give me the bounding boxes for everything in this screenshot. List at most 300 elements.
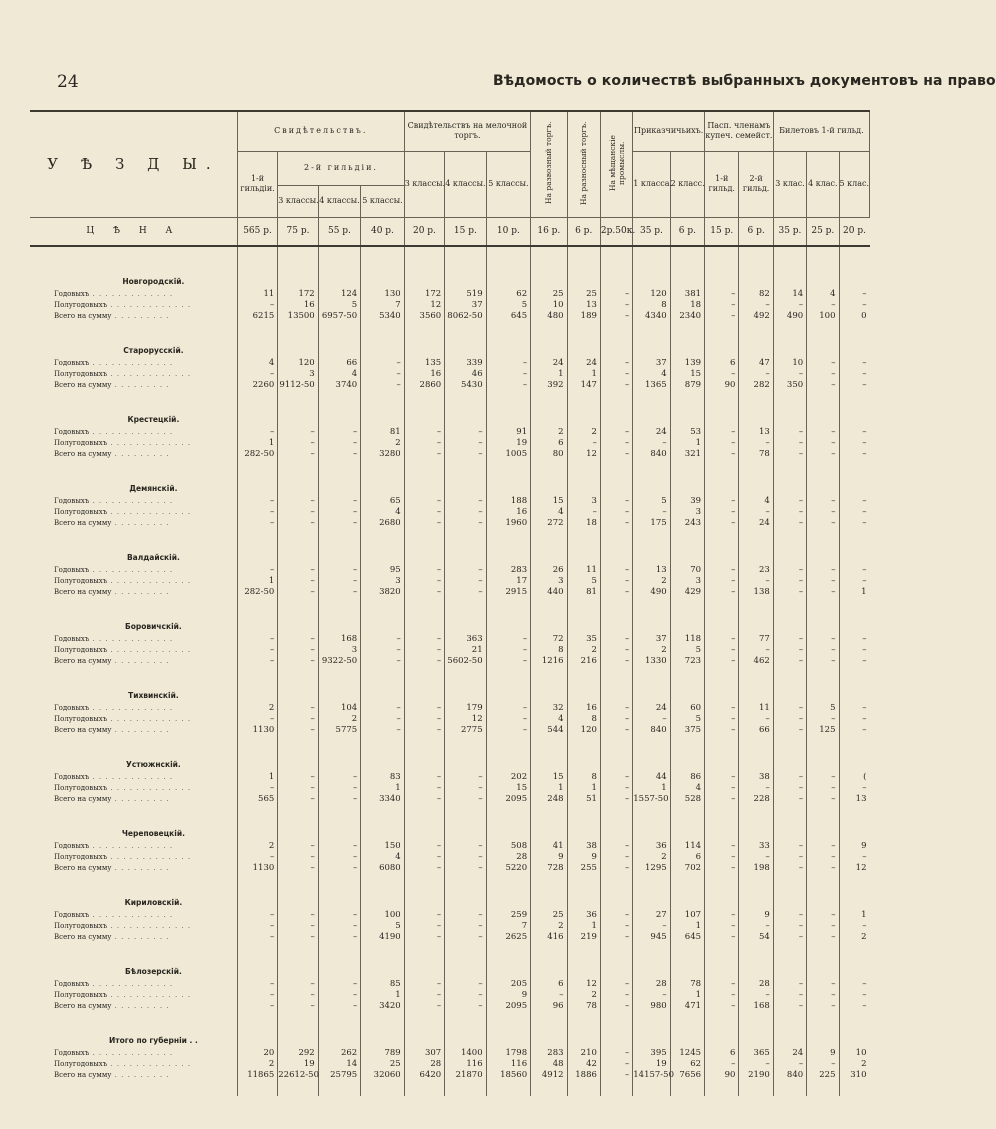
data-cell: 4 [531, 714, 567, 725]
data-cell: – [600, 358, 632, 369]
data-cell: 1 [670, 921, 704, 932]
data-cell: 205 [486, 979, 531, 990]
row-vsego [30, 932, 870, 943]
data-cell: – [839, 1001, 870, 1012]
data-cell: 3 [670, 576, 704, 587]
row-label: Полугодовыхъ . . . . . . . . . . . . . [54, 507, 192, 516]
data-cell: 4 [361, 852, 405, 863]
data-cell: – [318, 910, 360, 921]
district-header-row [30, 736, 870, 772]
data-cell: – [278, 921, 318, 932]
statistics-table [30, 110, 870, 1096]
data-cell: – [404, 910, 444, 921]
data-cell: – [237, 910, 277, 921]
data-cell: – [361, 380, 405, 391]
data-cell: – [839, 496, 870, 507]
district-name: Устюжнскій. [126, 759, 181, 769]
page-number: 24 [57, 72, 79, 92]
data-cell: – [839, 725, 870, 736]
data-cell: 363 [445, 634, 486, 645]
data-cell: 490 [633, 587, 670, 598]
data-cell: 4340 [633, 311, 670, 322]
data-cell: 6420 [404, 1070, 444, 1081]
data-cell: – [237, 496, 277, 507]
data-cell: 262 [318, 1048, 360, 1059]
data-cell: 36 [633, 841, 670, 852]
data-cell: – [404, 990, 444, 1001]
data-cell: 392 [531, 380, 567, 391]
data-cell: 365 [739, 1048, 773, 1059]
data-cell: – [600, 841, 632, 852]
data-cell: – [445, 921, 486, 932]
row-label: Полугодовыхъ . . . . . . . . . . . . . [54, 438, 192, 447]
price-cell: 565 р. [237, 217, 277, 246]
data-cell: – [278, 438, 318, 449]
data-cell: – [445, 841, 486, 852]
row-vsego [30, 1070, 870, 1081]
data-cell: 13 [567, 300, 600, 311]
data-cell: 172 [404, 289, 444, 300]
data-cell: – [278, 656, 318, 667]
data-cell: 1216 [531, 656, 567, 667]
data-cell: – [705, 311, 739, 322]
data-cell: – [318, 587, 360, 598]
data-cell: – [839, 703, 870, 714]
data-cell: 1130 [237, 725, 277, 736]
data-cell: – [807, 794, 839, 805]
price-cell: 75 р. [278, 217, 318, 246]
data-cell: – [807, 587, 839, 598]
data-cell: 3 [318, 645, 360, 656]
row-polugodovykh [30, 507, 870, 518]
district-name: Новгородскій. [122, 276, 185, 286]
data-cell: – [773, 979, 806, 990]
price-cell: 20 р. [404, 217, 444, 246]
price-cell: 6 р. [739, 217, 773, 246]
data-cell: – [445, 587, 486, 598]
data-cell: – [773, 1001, 806, 1012]
data-cell: – [531, 990, 567, 1001]
row-label: Годовыхъ . . . . . . . . . . . . . [54, 358, 174, 367]
data-cell: – [839, 369, 870, 380]
data-cell: – [705, 1001, 739, 1012]
data-cell: 3 [278, 369, 318, 380]
data-cell: – [318, 438, 360, 449]
data-cell: – [773, 772, 806, 783]
row-label: Годовыхъ . . . . . . . . . . . . . [54, 634, 174, 643]
price-cell: 55 р. [318, 217, 360, 246]
data-cell: 1 [237, 576, 277, 587]
row-label: Всего на сумму . . . . . . . . . [54, 311, 170, 320]
row-label: Полугодовыхъ . . . . . . . . . . . . . [54, 1059, 192, 1068]
data-cell: – [773, 518, 806, 529]
data-cell: 248 [531, 794, 567, 805]
data-cell: – [839, 289, 870, 300]
data-cell: 2095 [486, 794, 531, 805]
row-label: Годовыхъ . . . . . . . . . . . . . [54, 565, 174, 574]
data-cell: 14157-50 [633, 1069, 674, 1080]
data-cell: 24 [633, 427, 670, 438]
data-cell: 1 [839, 587, 870, 598]
data-cell: 26 [531, 565, 567, 576]
price-cell: 6 р. [567, 217, 600, 246]
data-cell: – [739, 438, 773, 449]
data-cell: – [404, 645, 444, 656]
data-cell: – [807, 358, 839, 369]
data-cell: – [600, 449, 632, 460]
data-cell: 3820 [361, 587, 405, 598]
data-cell: 2 [839, 932, 870, 943]
row-label: Полугодовыхъ . . . . . . . . . . . . . [54, 369, 192, 378]
data-cell: 723 [670, 656, 704, 667]
data-cell: – [807, 1059, 839, 1070]
data-cell: 14 [773, 289, 806, 300]
data-cell: 840 [633, 449, 670, 460]
price-cell: 6 р. [670, 217, 704, 246]
data-cell: 9112-50 [278, 380, 318, 391]
row-polugodovykh [30, 852, 870, 863]
data-cell: 11865 [237, 1070, 277, 1081]
data-cell: 24 [531, 358, 567, 369]
data-cell: 114 [670, 841, 704, 852]
data-cell: 5775 [318, 725, 360, 736]
data-cell: 10 [773, 358, 806, 369]
row-label: Годовыхъ . . . . . . . . . . . . . [54, 496, 174, 505]
data-cell: 12 [567, 979, 600, 990]
data-cell: 6 [670, 852, 704, 863]
data-cell: – [237, 783, 277, 794]
data-cell: 12 [839, 863, 870, 874]
data-cell: 189 [567, 311, 600, 322]
data-cell: – [839, 783, 870, 794]
data-cell: 395 [633, 1048, 670, 1059]
data-cell: – [807, 852, 839, 863]
data-cell: – [600, 979, 632, 990]
data-cell: 1 [670, 990, 704, 1001]
data-cell: 70 [670, 565, 704, 576]
data-cell: 81 [361, 427, 405, 438]
data-cell: – [705, 289, 739, 300]
price-cell: 15 р. [445, 217, 486, 246]
col-meshch-header: На мѣщанскіе промыслы. [600, 111, 632, 217]
district-header-row [30, 460, 870, 496]
data-cell: – [773, 496, 806, 507]
data-cell: – [705, 921, 739, 932]
data-cell: 1 [531, 369, 567, 380]
data-cell: – [705, 725, 739, 736]
data-cell: – [600, 783, 632, 794]
row-godovykh [30, 565, 870, 576]
data-cell: – [705, 910, 739, 921]
data-cell: – [600, 714, 632, 725]
data-cell: 38 [739, 772, 773, 783]
data-cell: – [445, 910, 486, 921]
data-cell: 1400 [445, 1048, 486, 1059]
data-cell: 28 [404, 1059, 444, 1070]
district-header-row [30, 667, 870, 703]
row-label: Всего на сумму . . . . . . . . . [54, 863, 170, 872]
data-cell: 980 [633, 1001, 670, 1012]
data-cell: – [773, 438, 806, 449]
data-cell: 4 [531, 507, 567, 518]
data-cell: 19 [486, 438, 531, 449]
data-cell: 11 [237, 289, 277, 300]
data-cell: 15 [531, 772, 567, 783]
data-cell: 48 [531, 1059, 567, 1070]
row-vsego [30, 380, 870, 391]
data-cell: – [600, 863, 632, 874]
data-cell: – [839, 634, 870, 645]
data-cell: – [404, 438, 444, 449]
uezdy-header: У Ѣ З Д Ы. [30, 111, 237, 217]
data-cell: 25795 [318, 1070, 360, 1081]
data-cell: – [404, 852, 444, 863]
data-cell: 44 [633, 772, 670, 783]
data-cell: – [705, 300, 739, 311]
data-cell: 6 [705, 358, 739, 369]
data-cell: – [705, 587, 739, 598]
data-cell: – [404, 772, 444, 783]
data-cell: – [445, 449, 486, 460]
data-cell: – [404, 496, 444, 507]
data-cell: 27 [633, 910, 670, 921]
data-cell: 39 [670, 496, 704, 507]
data-cell: – [705, 703, 739, 714]
data-cell: – [839, 645, 870, 656]
data-cell: – [567, 507, 600, 518]
data-cell: 38 [567, 841, 600, 852]
data-cell: 272 [531, 518, 567, 529]
data-cell: 78 [567, 1001, 600, 1012]
row-godovykh [30, 910, 870, 921]
row-polugodovykh [30, 921, 870, 932]
data-cell: – [773, 507, 806, 518]
row-label: Годовыхъ . . . . . . . . . . . . . [54, 427, 174, 436]
data-cell: – [600, 794, 632, 805]
data-cell: 11 [567, 565, 600, 576]
data-cell: 339 [445, 358, 486, 369]
data-cell: 789 [361, 1048, 405, 1059]
data-cell: – [404, 427, 444, 438]
data-cell: 1365 [633, 380, 670, 391]
data-cell: – [600, 576, 632, 587]
data-cell: – [807, 921, 839, 932]
data-cell: – [278, 634, 318, 645]
data-cell: 19 [278, 1059, 318, 1070]
data-cell: – [773, 990, 806, 1001]
data-cell: – [705, 863, 739, 874]
data-cell: – [445, 772, 486, 783]
data-cell: – [361, 714, 405, 725]
data-cell: – [705, 427, 739, 438]
data-cell: 645 [486, 311, 531, 322]
data-cell: – [278, 645, 318, 656]
price-cell: 16 р. [531, 217, 567, 246]
data-cell: 150 [361, 841, 405, 852]
data-cell: – [807, 427, 839, 438]
district-header-row [30, 391, 870, 427]
col-b3-header: 3 клас. [773, 151, 806, 217]
data-cell: 95 [361, 565, 405, 576]
data-cell: 9 [531, 852, 567, 863]
data-cell: – [445, 990, 486, 1001]
data-cell: – [318, 518, 360, 529]
data-cell: 8 [567, 714, 600, 725]
data-cell: 4 [633, 369, 670, 380]
row-polugodovykh [30, 576, 870, 587]
data-cell: 228 [739, 794, 773, 805]
data-cell: – [318, 576, 360, 587]
row-label: Всего на сумму . . . . . . . . . [54, 932, 170, 941]
row-label: Полугодовыхъ . . . . . . . . . . . . . [54, 300, 192, 309]
data-cell: 65 [361, 496, 405, 507]
data-cell: 1 [567, 921, 600, 932]
data-cell: – [600, 438, 632, 449]
data-cell: 492 [739, 311, 773, 322]
data-cell: – [237, 979, 277, 990]
data-cell: 728 [531, 863, 567, 874]
data-cell: 225 [807, 1070, 839, 1081]
data-cell: – [486, 645, 531, 656]
row-vsego [30, 656, 870, 667]
row-godovykh [30, 289, 870, 300]
data-cell: 24 [633, 703, 670, 714]
data-cell: – [705, 794, 739, 805]
data-cell: – [237, 369, 277, 380]
data-cell: – [633, 990, 670, 1001]
row-polugodovykh [30, 645, 870, 656]
data-cell: 13500 [278, 311, 318, 322]
data-cell: – [839, 990, 870, 1001]
data-cell: – [318, 507, 360, 518]
data-cell: – [237, 645, 277, 656]
data-cell: – [237, 932, 277, 943]
district-name: Валдайскій. [126, 552, 180, 562]
data-cell: 13 [839, 794, 870, 805]
data-cell: – [278, 990, 318, 1001]
data-cell: 21870 [445, 1070, 486, 1081]
data-cell: – [807, 990, 839, 1001]
data-cell: 82 [739, 289, 773, 300]
row-polugodovykh [30, 369, 870, 380]
data-cell: 381 [670, 289, 704, 300]
row-polugodovykh [30, 1059, 870, 1070]
data-cell: – [318, 841, 360, 852]
data-cell: 42 [567, 1059, 600, 1070]
row-label: Всего на сумму . . . . . . . . . [54, 656, 170, 665]
data-cell: – [739, 921, 773, 932]
data-cell: 16 [486, 507, 531, 518]
data-cell: 2860 [404, 380, 444, 391]
data-cell: 282-50 [237, 587, 277, 598]
data-cell: 1130 [237, 863, 277, 874]
data-cell: 85 [361, 979, 405, 990]
data-cell: 1 [531, 783, 567, 794]
data-cell: 91 [486, 427, 531, 438]
data-cell: – [600, 645, 632, 656]
data-cell: – [600, 921, 632, 932]
data-cell: – [600, 1001, 632, 1012]
data-cell: 78 [739, 449, 773, 460]
data-cell: 46 [445, 369, 486, 380]
data-cell: – [839, 518, 870, 529]
data-cell: – [278, 507, 318, 518]
data-cell: – [773, 921, 806, 932]
data-cell: 1 [361, 990, 405, 1001]
data-cell: – [773, 932, 806, 943]
data-cell: 945 [633, 932, 670, 943]
data-cell: 1005 [486, 449, 531, 460]
row-vsego [30, 1001, 870, 1012]
data-cell: 5 [486, 300, 531, 311]
data-cell: – [739, 369, 773, 380]
data-cell: – [807, 565, 839, 576]
data-cell: – [318, 794, 360, 805]
data-cell: 12 [567, 449, 600, 460]
data-cell: – [486, 656, 531, 667]
data-cell: 90 [705, 380, 739, 391]
data-cell: 2 [633, 645, 670, 656]
data-cell: 2 [531, 427, 567, 438]
price-row [30, 217, 870, 246]
data-cell: – [404, 841, 444, 852]
data-cell: – [807, 438, 839, 449]
data-cell: – [318, 979, 360, 990]
data-cell: – [807, 783, 839, 794]
data-cell: – [600, 1059, 632, 1070]
data-cell: – [600, 587, 632, 598]
data-cell: 5 [567, 576, 600, 587]
data-cell: 28 [633, 979, 670, 990]
data-cell: – [773, 841, 806, 852]
district-header-row [30, 598, 870, 634]
sub-gild2-header: 2-й гильдіи. [278, 151, 404, 185]
data-cell: – [445, 863, 486, 874]
data-cell: – [486, 703, 531, 714]
data-cell: – [318, 565, 360, 576]
data-cell: – [705, 979, 739, 990]
data-cell: – [318, 449, 360, 460]
data-cell: – [705, 852, 739, 863]
data-cell: – [278, 841, 318, 852]
data-cell: 18560 [486, 1070, 531, 1081]
row-label: Всего на сумму . . . . . . . . . [54, 1001, 170, 1010]
district-name: Крестецкій. [127, 414, 180, 424]
data-cell: – [773, 714, 806, 725]
data-cell: 243 [670, 518, 704, 529]
data-cell: 879 [670, 380, 704, 391]
col-4kl-b-header: 4 классы. [445, 151, 486, 217]
data-cell: – [807, 1001, 839, 1012]
data-cell: 78 [670, 979, 704, 990]
data-cell: – [318, 783, 360, 794]
data-cell: 1960 [486, 518, 531, 529]
data-cell: 5602-50 [445, 656, 486, 667]
data-cell: 2340 [670, 311, 704, 322]
data-cell: – [807, 772, 839, 783]
price-cell: 2р.50к. [600, 217, 632, 246]
data-cell: – [278, 783, 318, 794]
data-cell: 519 [445, 289, 486, 300]
data-cell: – [404, 794, 444, 805]
data-cell: 3 [567, 496, 600, 507]
row-label: Всего на сумму . . . . . . . . . [54, 1070, 170, 1079]
data-cell: – [237, 565, 277, 576]
data-cell: 2625 [486, 932, 531, 943]
data-cell: – [807, 910, 839, 921]
data-cell: 11 [739, 703, 773, 714]
row-label: Всего на сумму . . . . . . . . . [54, 518, 170, 527]
